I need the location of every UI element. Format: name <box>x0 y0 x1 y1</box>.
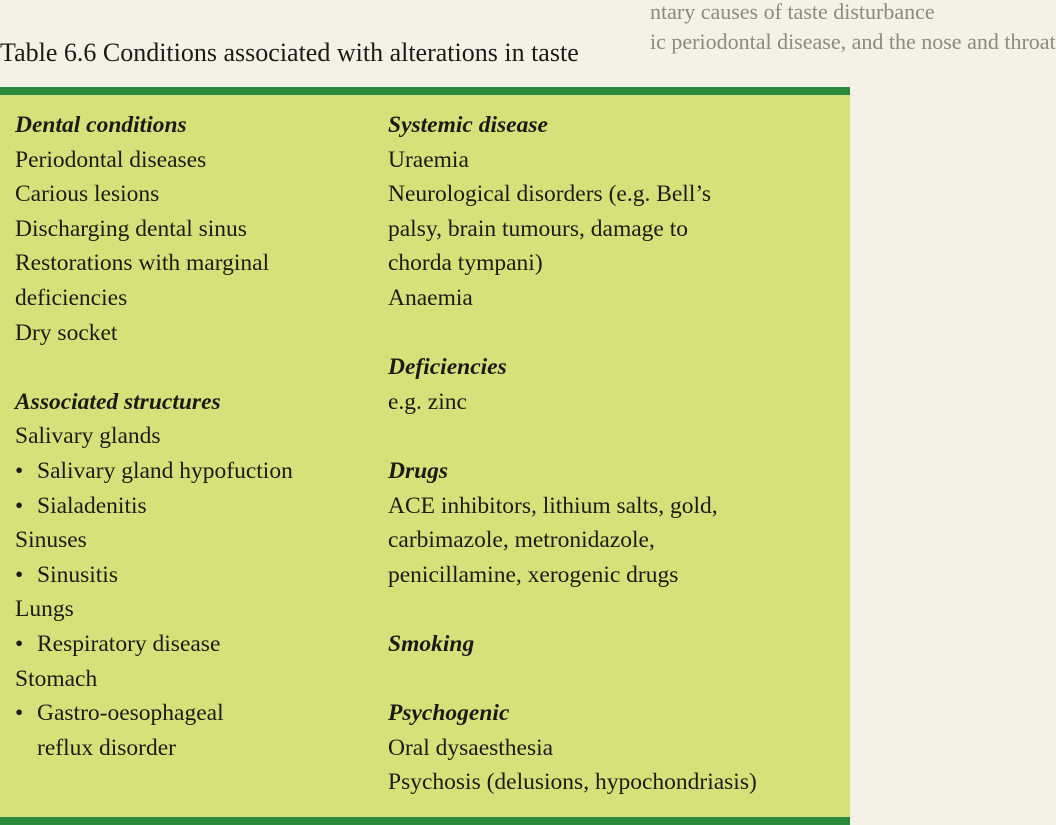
bullet-item <box>15 489 365 524</box>
list-item: Neurological disorders (e.g. Bell’s <box>388 181 712 208</box>
bullet-icon: • <box>15 561 24 588</box>
list-item: Oral dysaesthesia <box>388 734 554 761</box>
list-item: Sinuses <box>15 527 87 554</box>
spacer <box>388 592 843 627</box>
list-item: Periodontal diseases <box>15 146 207 173</box>
heading-dental-conditions: Dental conditions <box>15 112 187 138</box>
heading-smoking: Smoking <box>388 630 475 657</box>
bullet-text: Gastro-oesophageal <box>37 700 224 727</box>
bullet-text: Respiratory disease <box>37 630 221 657</box>
spacer <box>388 419 843 454</box>
table-title: Table 6.6 Conditions associated with alterations in taste <box>0 38 579 67</box>
heading-associated-structures: Associated structures <box>15 388 221 415</box>
top-rule <box>0 87 850 95</box>
bullet-text: Sialadenitis <box>37 492 147 519</box>
list-item: carbimazole, metronidazole, <box>388 527 655 554</box>
bleed-line-2: ic periodontal disease, and the nose and throat <box>650 29 1056 54</box>
heading-drugs: Drugs <box>388 457 449 484</box>
list-item: Anaemia <box>388 284 473 311</box>
list-item: Salivary glands <box>15 423 161 450</box>
right-column <box>388 108 843 800</box>
list-item: Dry socket <box>15 319 118 346</box>
bullet-icon: • <box>15 700 24 727</box>
list-item: Restorations with marginal <box>15 250 270 277</box>
heading-systemic-disease: Systemic disease <box>388 112 548 138</box>
list-item: e.g. zinc <box>388 388 467 415</box>
list-item: Discharging dental sinus <box>15 215 247 242</box>
left-column <box>15 108 365 765</box>
bleed-line-1: ntary causes of taste disturbance <box>650 0 935 24</box>
bullet-text: Sinusitis <box>37 561 118 588</box>
list-item: ACE inhibitors, lithium salts, gold, <box>388 492 718 519</box>
list-item: Stomach <box>15 665 98 692</box>
list-item: penicillamine, xerogenic drugs <box>388 561 679 588</box>
bullet-continuation: reflux disorder <box>37 734 176 761</box>
bullet-item <box>15 454 365 489</box>
bottom-rule <box>0 817 850 825</box>
bullet-icon: • <box>15 630 24 657</box>
bullet-icon: • <box>15 457 24 484</box>
bullet-icon: • <box>15 492 24 519</box>
list-item: Carious lesions <box>15 181 160 208</box>
list-item: deficiencies <box>15 284 128 311</box>
list-item: chorda tympani) <box>388 250 543 277</box>
list-item: Lungs <box>15 596 74 623</box>
spacer <box>388 316 843 351</box>
heading-deficiencies: Deficiencies <box>388 354 507 381</box>
list-item: palsy, brain tumours, damage to <box>388 215 688 242</box>
list-item: Uraemia <box>388 146 469 173</box>
list-item: Psychosis (delusions, hypochondriasis) <box>388 769 757 796</box>
bullet-text: Salivary gland hypofuction <box>37 457 293 484</box>
spacer <box>388 662 843 697</box>
bullet-item <box>15 627 365 662</box>
bullet-item <box>15 696 365 731</box>
bullet-item <box>15 558 365 593</box>
heading-psychogenic: Psychogenic <box>388 700 510 727</box>
spacer <box>15 350 365 385</box>
